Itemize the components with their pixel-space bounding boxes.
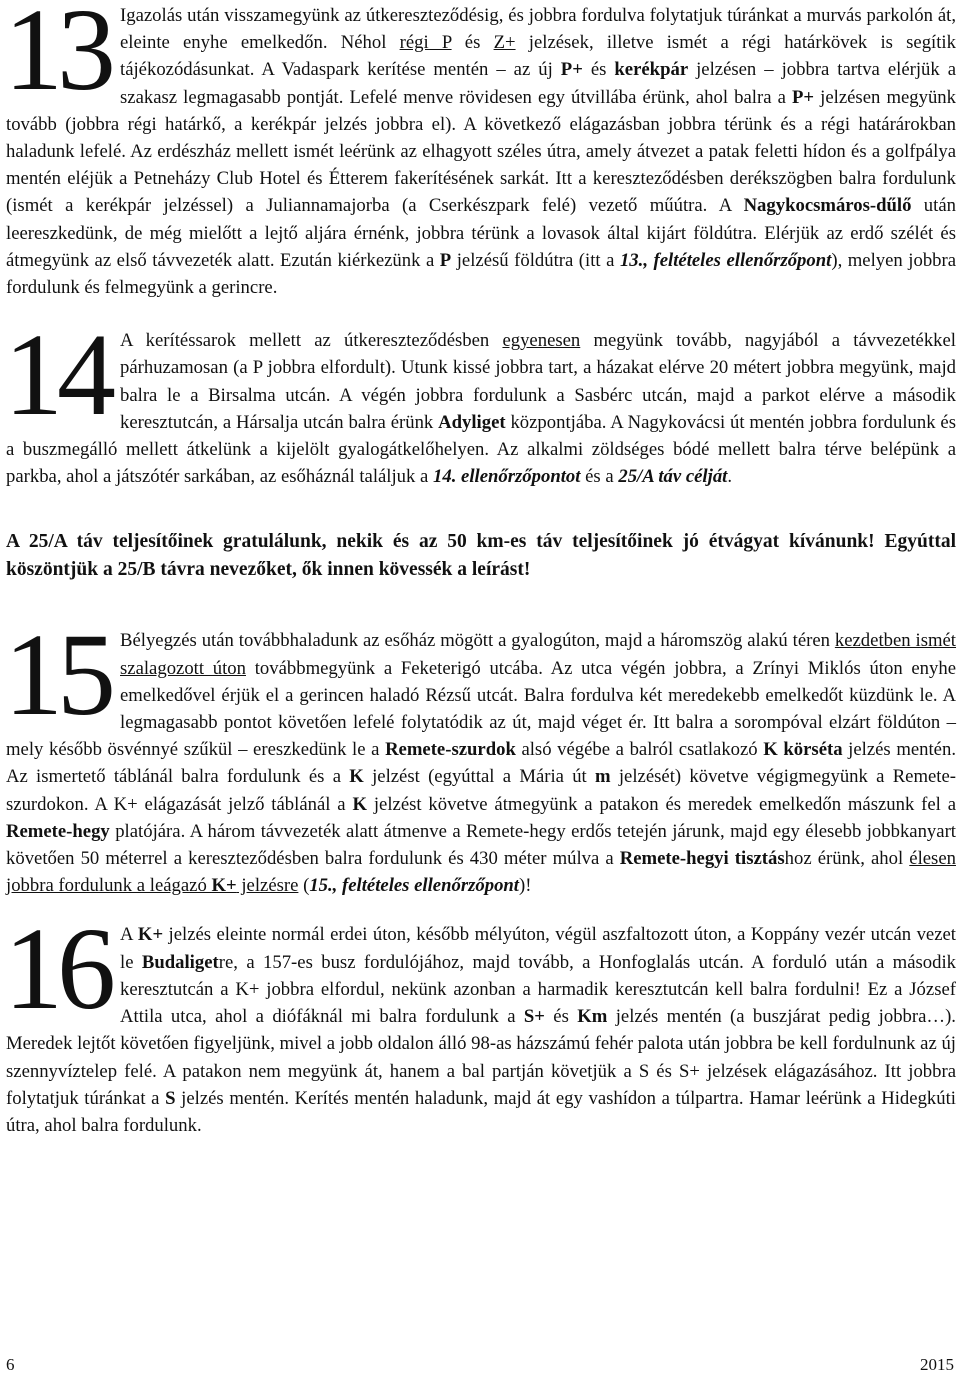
text-run: K+ [211,875,237,897]
text-run: m [595,766,611,788]
text-run: Remete-hegy [6,820,110,842]
text-run: továbbmegyünk a Feketerigó utcába. Az utca végén jobbra, a Zrínyi Miklós úton enyhe emelkedővel érjük el a gerincen haladó Rézsű utcát. Balra fordulva két meredekebb emelkedőt küzdünk le. A legmagasabb pontot követően lefelé folytatódik az út, majd véget ér. Itt balra a sorompóval elzárt földúton – mely később ösvénnyé szűkül – ereszkedünk le a [6,657,957,761]
text-run: Remete-hegyi tisztás [619,848,785,870]
section-15 [4,609,957,899]
text-run: jelzésre [236,875,299,897]
text-run: alsó végébe a balról csatlakozó [515,739,764,761]
text-run: P+ [791,86,815,108]
text-run: )! [519,875,532,897]
text-run: jelzésen – jobbra tartva elérjük a szakasz legmagasabb pontját. Lefelé menve rövidesen egy útvillába érünk, ahol balra a [120,59,956,108]
section-text [4,903,957,1136]
text-run: Igazolás után visszamegyünk az útkereszteződésig, és jobbra fordulva folytatjuk túránkat a murvás parkolón át, eleinte enyhe emelkedőn. Néhol [120,5,956,54]
text-run: P [439,249,452,271]
text-run: . [727,466,733,488]
text-run: 13., feltételes ellenőrzőpont [619,249,832,271]
section-text [4,609,957,897]
text-run: S [165,1087,176,1109]
text-run: jelzés mentén (a buszjárat pedig jobbra…). Meredek lejtőt követően figyeljünk, mivel a jobb oldalon álló 98-as házszámú fehér palota után jobbra be kell fordulnunk az új szennyvíztelep felé. A patakon nem megyünk át, hanem a bal partján követjük a S és S+ jelzések elágazásához. Itt jobbra folytatjuk túránkat a [6,1006,956,1109]
text-run: platójára. A három távvezeték alatt átmenve a Remete-hegy erdős tetején járunk, majd egy élesebb jobbkanyart követően 50 méterrel a kereszteződésben balra fordulunk és 430 méter múlva a [6,820,956,870]
text-run: Km [577,1006,608,1028]
section-text [4,0,957,299]
text-run: jelzések, illetve ismét a régi határkövek is segítik tájékozódásunkat. A Vadaspark kerítése mentén – az új [120,32,956,81]
text-run: 25/A táv célját [618,466,728,488]
text-run: és a [580,466,619,488]
text-run: K+ [137,924,164,946]
section-number: 14 [4,309,110,441]
text-run: A kerítéssarok mellett az útkereszteződésben [120,330,503,352]
text-run: jelzést követve átmegyünk a patakon és meredek emelkedőn mászunk fel a [367,793,957,815]
text-run: központjába. A Nagykovácsi út mentén jobbra fordulunk és a buszmegálló mellett átkelünk a kijelölt gyalogátkelőhelyen. Az alkalmi zöldséges bódé mellett balra térve belépünk a parkba, ahol a játszótér sarkában, az esőháznál találjuk a [6,411,956,488]
section-16 [4,903,957,1139]
text-run: és [582,59,615,81]
text-run: jelzés mentén. Az ismertető táblánál balra fordulunk és a [6,739,956,788]
section-14 [4,309,956,490]
text-run: és [544,1006,578,1028]
text-run: 15., feltételes ellenőrzőpont [309,875,519,897]
section-text [4,309,956,488]
text-run: kerékpár [614,59,689,81]
text-run: jelzésű földútra (itt a [451,249,620,271]
text-run: után leereszkedünk, de még mielőtt a lejtő aljára érnénk, jobbra térünk a lovasok által kijárt földútra. Elérjük az erdő szélét és átmegyünk az első távvezeték alatt. Ezután kiérkezünk a [6,195,956,271]
text-run: hoz érünk, ahol [784,848,910,870]
text-run: K körséta [763,739,843,761]
text-run: A [120,924,138,946]
text-run: jelzését) követve végigmegyünk a Remete-szurdokon. A K+ elágazását jelző táblánál a [6,766,956,815]
text-run: 14. ellenőrzőpontot [433,466,581,488]
page-number: 6 [6,1355,15,1374]
text-run: Z+ [493,32,516,54]
text-run: ), melyen jobbra fordulunk és felmegyünk a gerincre. [6,249,957,299]
text-run: jelzésen megyünk tovább (jobbra régi határkő, a kerékpár jelzés jobbra el). A következő elágazásban jobbra térünk és a régi határárokban haladunk lefelé. Az erdészház mellett ismét leérünk az elhagyott széles útra, amely átvezet a patak feletti hídon és a golfpálya mentén eléjük a Petneházy Club Hotel és Étterem fakerítésének sarkát. Itt a kereszteződésben derékszögben balra fordulunk (ismét a kerékpár jelzéssel) a Juliannamajorba (a Cserkészpark felé) vezető műútra. A [6,86,956,217]
text-run: Adyliget [438,411,506,433]
text-run: K [352,793,367,815]
text-run: ( [298,875,310,897]
text-run: élesen jobbra fordulunk a leágazó [6,848,956,897]
text-run: megyünk tovább, nagyjából a távvezetékkel párhuzamosan (a P jobbra elfordult). Utunk kissé jobbra tart, a házakat elérve 20 métert jobbra megyünk, majd balra le a Birsalma utcán. A végén jobbra fordulunk a Sasbérc utcán, majd a parkot elérve a második keresztutcán, a Hársalja utcán balra érünk [120,330,956,433]
text-run: Bélyegzés után továbbhaladunk az esőház mögött a gyalogúton, majd a háromszög alakú téren [120,630,835,652]
text-run: és [451,32,494,54]
text-run: kezdetben ismét szalagozott úton [120,630,957,679]
congratulations-note: A 25/A táv teljesítőinek gratulálunk, nekik és az 50 km-es táv teljesítőinek jó étvágyat kívánunk! Egyúttal köszöntjük a 25/B távra nevezőket, ők innen kövessék a leírást! [6,531,956,581]
section-number: 13 [4,0,110,115]
text-run: re, a 157-es busz fordulójához, majd tovább, a Honfoglalás utcán. A forduló után a második keresztutcán a K+ jobbra elfordul, nekünk azonban a harmadik keresztutcán kell balra fordulni! Ez a József Attila utca, ahol a diófáknál mi balra fordulunk a [120,951,956,1028]
text-run: P+ [560,59,583,81]
footer-year: 2015 [920,1355,954,1374]
text-run: S+ [523,1006,545,1028]
section-13 [6,2,956,301]
text-run: jelzés mentén. Kerítés mentén haladunk, majd át egy vashídon a túlpartra. Hamar leérünk a Hidegkúti útra, ahol balra fordulunk. [6,1087,956,1136]
text-run: régi P [399,32,452,54]
text-run: Budaliget [141,951,219,973]
text-run: jelzést (egyúttal a Mária út [363,766,596,788]
document-page [6,2,956,1139]
text-run: Remete-szurdok [385,739,516,761]
text-run: jelzés eleinte normál erdei úton, később mélyúton, végül aszfaltozott úton, a Koppány vezér utcán vezet le [120,924,957,973]
text-run: Nagykocsmáros-dűlő [743,195,912,217]
section-number: 15 [4,609,110,741]
text-run: egyenesen [502,330,581,352]
section-number: 16 [4,903,110,1035]
text-run: K [349,766,364,788]
